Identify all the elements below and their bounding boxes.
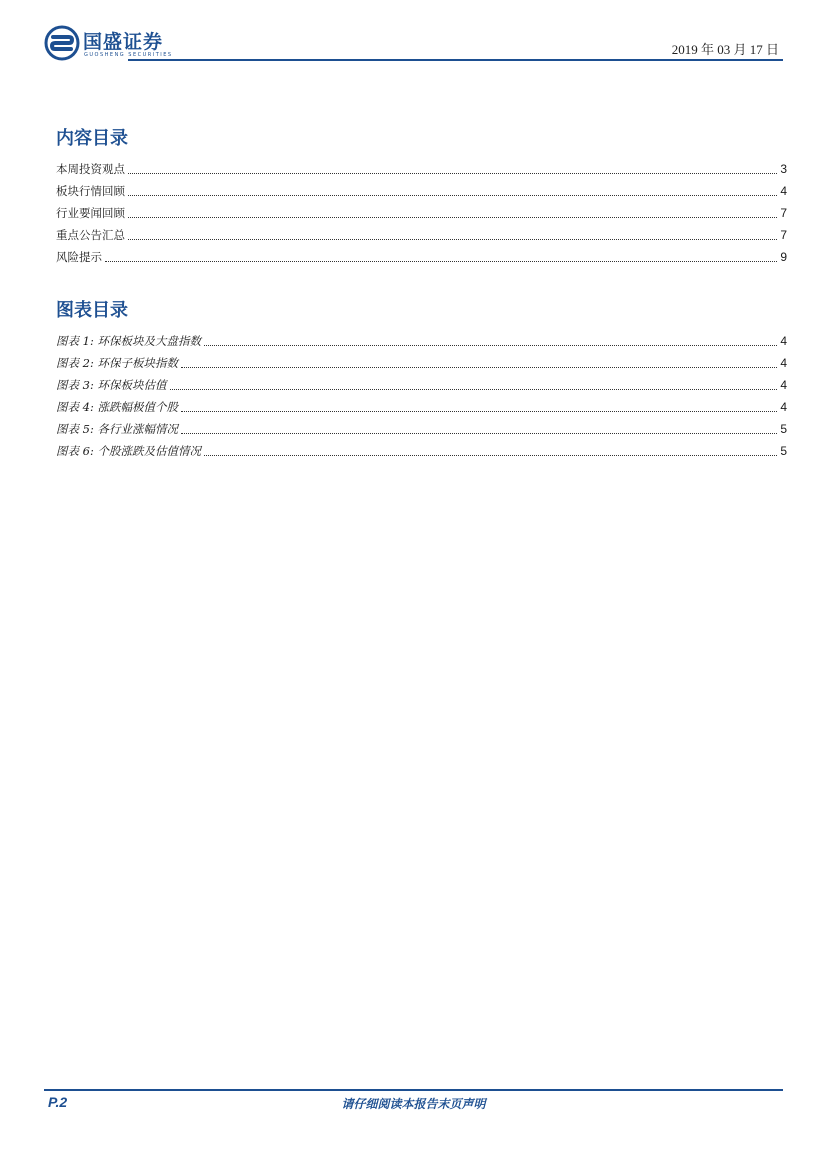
toc-item-page: 3 [780,162,787,176]
toc-item-label: 风险提示 [56,246,103,268]
figure-item-page: 4 [780,400,787,414]
figure-item-label: 图表 5: 各行业涨幅情况 [56,418,179,440]
header-rule [128,59,783,61]
leader-dots [128,202,777,218]
toc-item-label: 本周投资观点 [56,158,126,180]
logo-text: 国盛证券 [83,31,164,53]
page-number: P.2 [48,1094,68,1110]
footer-disclaimer: 请仔细阅读本报告末页声明 [341,1097,486,1111]
footer-rule [44,1089,783,1091]
company-logo [44,25,194,61]
figures-list [56,330,787,462]
figure-item-label: 图表 1: 环保板块及大盘指数 [56,330,202,352]
figure-item[interactable] [56,330,787,352]
figure-item-label: 图表 4: 涨跌幅极值个股 [56,396,179,418]
figure-item-page: 5 [780,422,787,436]
contents-list [56,158,787,268]
logo-subtext: GUOSHENG SECURITIES [84,52,173,58]
toc-item-page: 7 [780,228,787,242]
figure-item-label: 图表 2: 环保子板块指数 [56,352,179,374]
leader-dots [181,352,777,368]
leader-dots [204,330,777,346]
toc-item[interactable] [56,180,787,202]
leader-dots [128,158,777,174]
toc-item[interactable] [56,224,787,246]
leader-dots [181,396,777,412]
toc-item-label: 行业要闻回顾 [56,202,126,224]
logo-emblem-icon [44,25,80,61]
leader-dots [181,418,777,434]
toc-item[interactable] [56,246,787,268]
contents-title: 内容目录 [56,128,128,149]
figure-item-page: 4 [780,378,787,392]
toc-item-page: 9 [780,250,787,264]
figure-item[interactable] [56,440,787,462]
toc-item[interactable] [56,202,787,224]
leader-dots [128,180,777,196]
toc-item-label: 重点公告汇总 [56,224,126,246]
figure-item[interactable] [56,374,787,396]
leader-dots [128,224,777,240]
figure-item-page: 4 [780,334,787,348]
figure-item[interactable] [56,396,787,418]
leader-dots [105,246,777,262]
figure-item-page: 4 [780,356,787,370]
figure-item-page: 5 [780,444,787,458]
toc-item[interactable] [56,158,787,180]
figure-item-label: 图表 3: 环保板块估值 [56,374,168,396]
toc-item-page: 7 [780,206,787,220]
leader-dots [204,440,777,456]
page-header [44,22,783,64]
figure-item[interactable] [56,418,787,440]
figure-item-label: 图表 6: 个股涨跌及估值情况 [56,440,202,462]
toc-item-page: 4 [780,184,787,198]
figures-title: 图表目录 [56,300,128,321]
toc-item-label: 板块行情回顾 [56,180,126,202]
leader-dots [170,374,778,390]
figure-item[interactable] [56,352,787,374]
report-date: 2019 年 03 月 17 日 [671,42,779,57]
